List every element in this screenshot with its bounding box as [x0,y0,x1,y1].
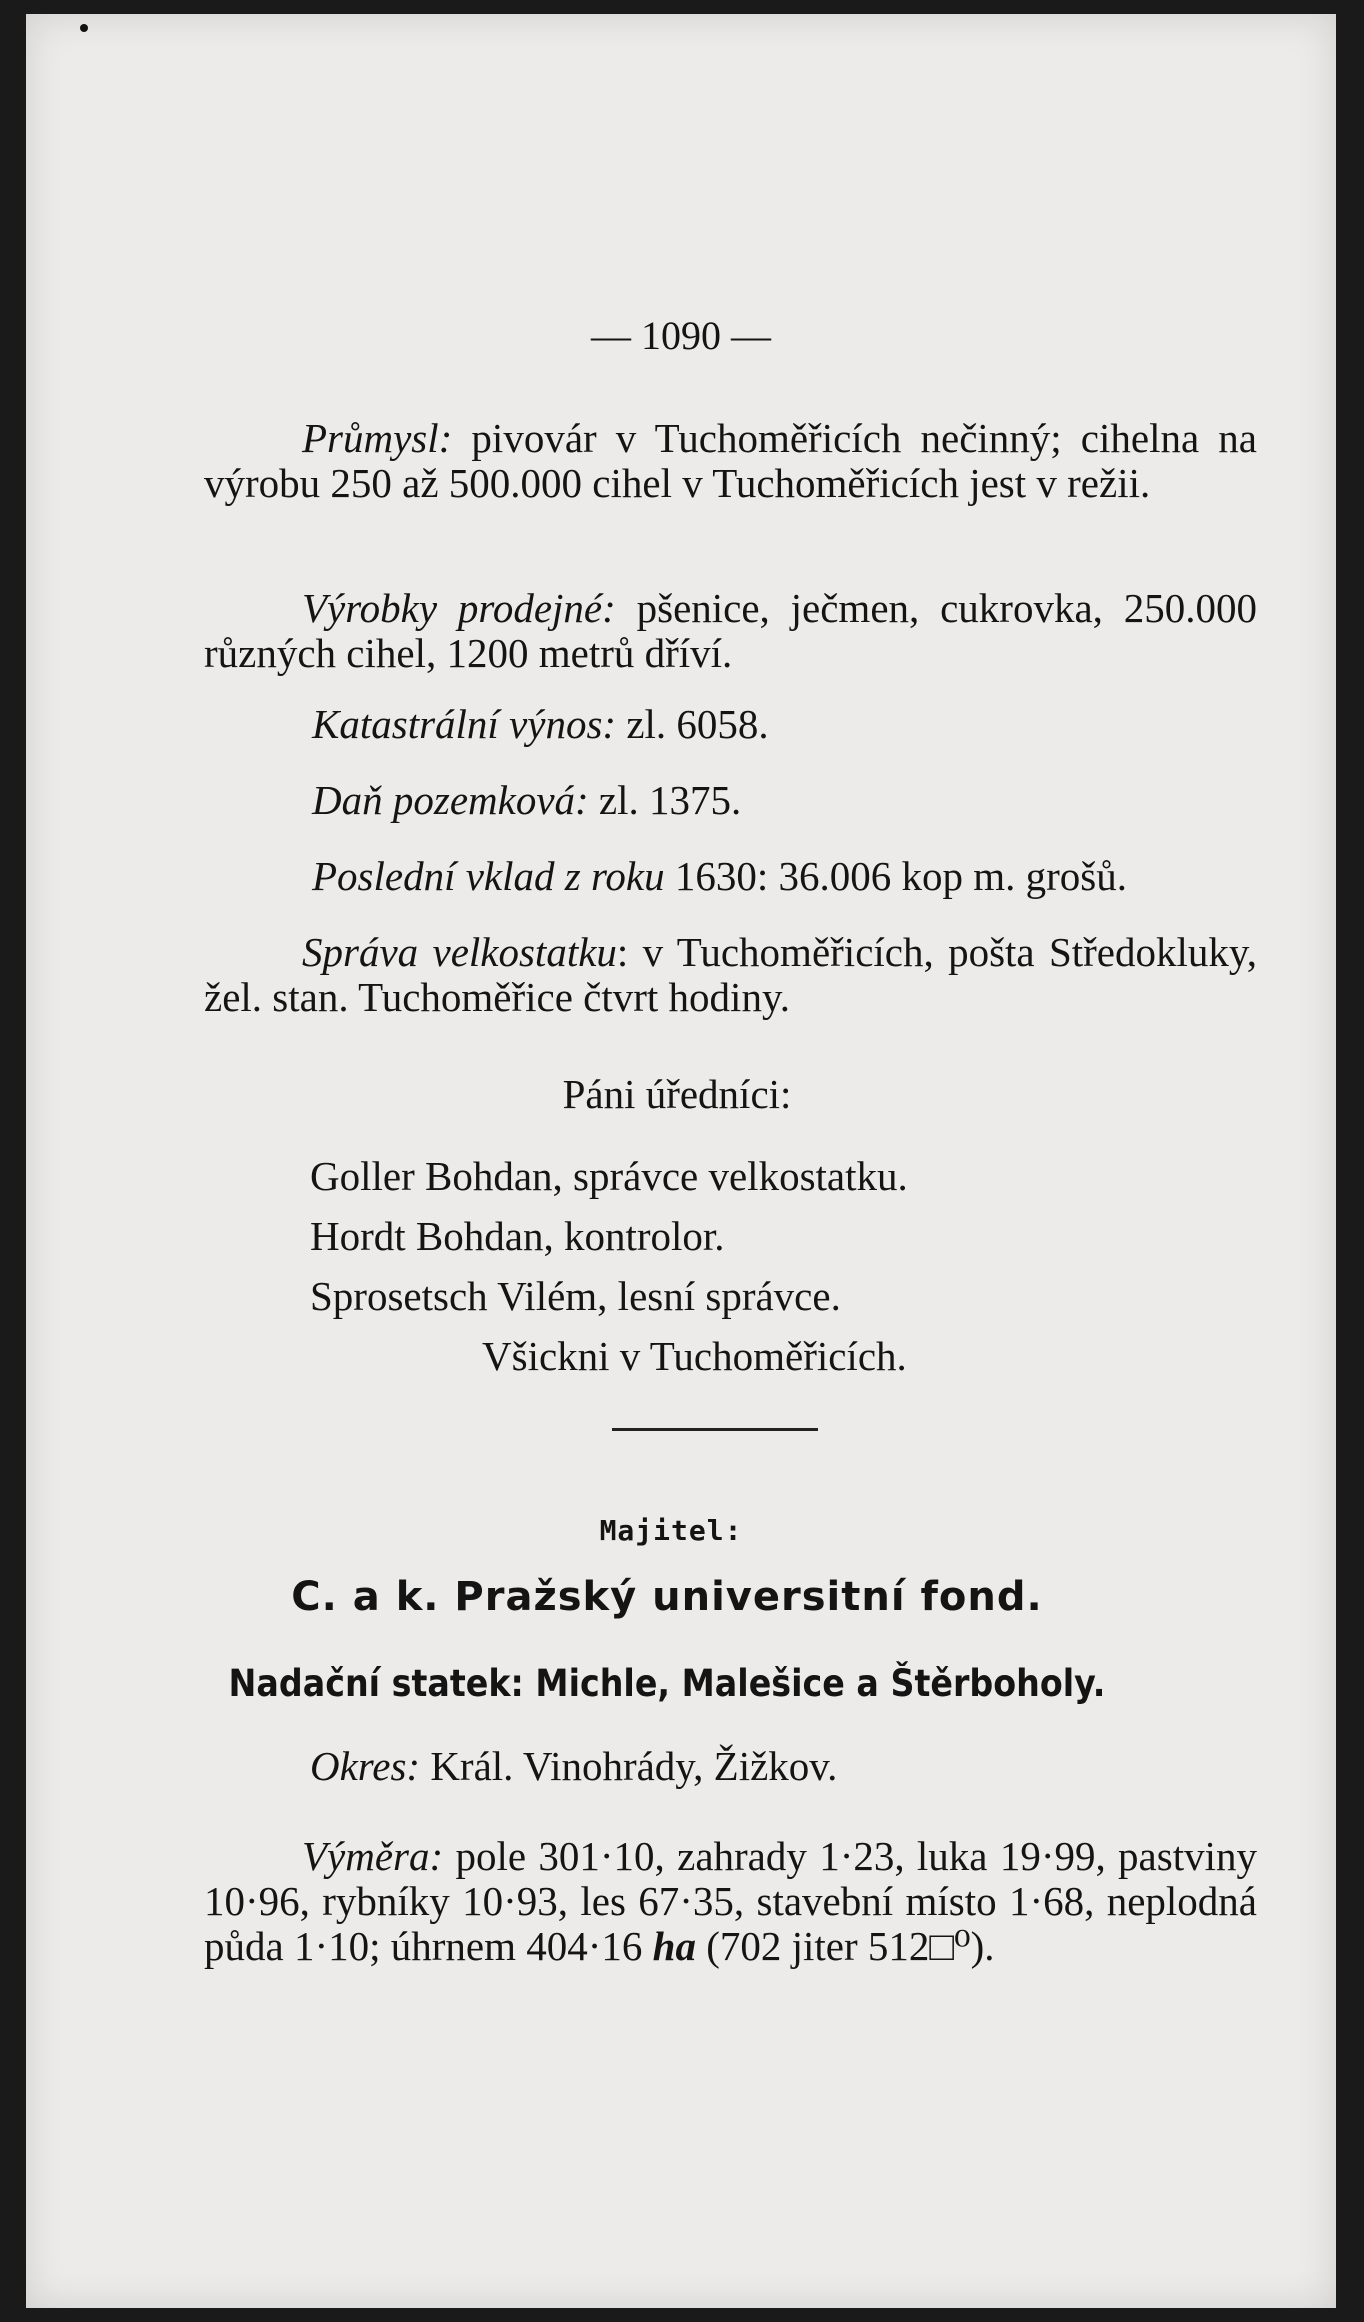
owner-name: C. a k. Pražský universitní fond. [291,1574,1043,1620]
paragraph-vyrobky [204,586,1257,676]
page-number: — 1090 — [591,313,771,358]
paragraph-vklad [312,854,1127,899]
official-1: Goller Bohdan, správce velkostatku. [310,1153,908,1199]
document-page [26,14,1336,2308]
estate-name: Nadační statek: Michle, Malešice a Štěrboholy. [228,1662,1106,1705]
ink-speck [80,24,88,32]
paragraph-prumysl [204,416,1257,506]
text-okres: Král. Vinohrády, Žižkov. [420,1743,838,1789]
paragraph-okres [310,1744,837,1789]
label-vklad: Poslední vklad z roku [312,853,665,899]
label-okres: Okres: [310,1743,421,1789]
section-divider [612,1428,818,1431]
label-vymera: Výměra: [302,1833,444,1879]
official-2: Hordt Bohdan, kontrolor. [310,1213,725,1259]
label-dan: Daň pozemková: [312,777,589,823]
owner-label: Majitel: [599,1514,743,1547]
label-vyrobky: Výrobky prodejné: [302,585,616,631]
label-prumysl: Průmysl: [302,415,453,461]
text-dan: zl. 1375. [588,777,742,823]
text-vyrobky: pšenice, ječmen, cukrovka, 250.000 různých cihel, 1200 metrů dříví. [204,585,1257,676]
unit-vymera: ha [652,1923,696,1969]
tail-vymera: (702 jiter 512□⁰). [695,1923,995,1969]
officials-footer: Všickni v Tuchoměřicích. [482,1333,907,1379]
paragraph-dan [312,778,741,823]
text-vklad: 1630: 36.006 kop m. grošů. [664,853,1128,899]
official-3: Sprosetsch Vilém, lesní správce. [310,1273,841,1319]
officials-heading: Páni úředníci: [562,1071,792,1117]
paragraph-vymera [204,1834,1257,1969]
label-sprava: Správa velkostatku [302,929,617,975]
paragraph-katastr [312,702,769,747]
text-sprava: : v Tuchoměřicích, pošta Středokluky, žel. stan. Tuchoměřice čtvrt hodiny. [204,929,1257,1020]
paragraph-sprava [204,930,1257,1020]
text-prumysl: pivovár v Tuchoměřicích nečinný; cihelna na výrobu 250 až 500.000 cihel v Tuchoměřicích jest v režii. [204,415,1257,506]
text-katastr: zl. 6058. [616,701,769,747]
label-katastr: Katastrální výnos: [312,701,617,747]
text-vymera: pole 301·10, zahrady 1·23, luka 19·99, pastviny 10·96, rybníky 10·93, les 67·35, stavební místo 1·68, neplodná půda 1·10; úhrnem 404·16 [204,1833,1257,1969]
